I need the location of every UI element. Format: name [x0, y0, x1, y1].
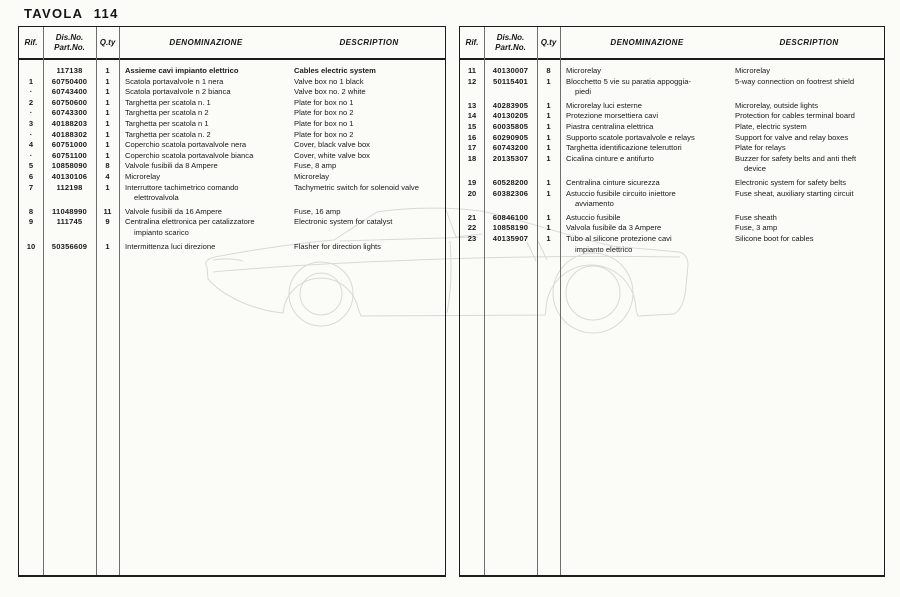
- column-divider: [119, 27, 120, 575]
- cell-rif: 9: [28, 217, 34, 227]
- cell-quantity: 1: [546, 143, 551, 153]
- cell-part-number: 112198: [56, 182, 83, 192]
- cell-rif: 1: [28, 76, 34, 86]
- cell-rif: 14: [467, 111, 477, 121]
- cell-rif: ·: [29, 87, 33, 97]
- cell-denominazione: Supporto scatole portavalvole e relays: [566, 132, 695, 142]
- cell-description: 5-way connection on footrest shield: [735, 76, 855, 86]
- table-row: [460, 101, 884, 112]
- cell-description: Plate for box no 1: [294, 118, 354, 128]
- table-row: [19, 217, 445, 238]
- table-row: [460, 111, 884, 122]
- cell-quantity: 1: [105, 182, 110, 192]
- table-row: [19, 130, 445, 141]
- cell-quantity: 1: [546, 121, 551, 131]
- cell-denominazione: Tubo al silicone protezione cavi impianto elettrico: [566, 233, 672, 254]
- table-row: [19, 87, 445, 98]
- cell-part-number: 50356609: [51, 241, 88, 251]
- cell-denominazione: Microrelay luci esterne: [566, 100, 642, 110]
- cell-rif: ·: [29, 129, 33, 139]
- table-row: [19, 140, 445, 151]
- cell-description: Electronic system for catalyst: [294, 217, 393, 227]
- cell-rif: 11: [467, 66, 477, 75]
- cell-part-number: 111745: [56, 217, 83, 227]
- cell-denominazione: Centralina elettronica per catalizzatore impianto scarico: [125, 217, 255, 237]
- cell-rif: [19, 66, 43, 77]
- cell-description: Fuse sheath: [735, 212, 777, 222]
- cell-description: Valve box no 1 black: [294, 76, 364, 86]
- cell-rif: 20: [467, 188, 477, 198]
- cell-rif: ·: [29, 108, 33, 118]
- parts-table-left: [18, 26, 446, 577]
- table-row: [460, 77, 884, 98]
- table-row: [19, 66, 445, 77]
- cell-rif: 19: [467, 177, 477, 187]
- table-row: [460, 133, 884, 144]
- table-header: [19, 27, 445, 60]
- page-title: TAVOLA 114: [24, 6, 119, 21]
- cell-denominazione: Targhetta identificazione teleruttori: [566, 143, 682, 153]
- cell-description: Fuse, 3 amp: [735, 223, 778, 233]
- table-row: [460, 234, 884, 255]
- cell-rif: 21: [467, 212, 477, 222]
- cell-denominazione: Targhetta per scatola n 2: [125, 108, 209, 118]
- cell-rif: ·: [29, 150, 33, 160]
- header-denominazione: DENOMINAZIONE: [610, 37, 684, 47]
- cell-part-number: 60751000: [51, 140, 88, 150]
- cell-rif: 10: [26, 241, 36, 251]
- cell-denominazione: Cicalina cinture e antifurto: [566, 153, 654, 163]
- cell-part-number: 40130205: [492, 111, 529, 121]
- header-rif: Rif.: [465, 37, 479, 47]
- table-row: [460, 143, 884, 154]
- cell-rif: 17: [467, 143, 477, 153]
- table-row: [460, 154, 884, 175]
- cell-denominazione: Valvole fusibili da 8 Ampere: [125, 161, 218, 171]
- column-divider: [96, 27, 97, 575]
- table-row: [19, 172, 445, 183]
- cell-description: Protection for cables terminal board: [735, 111, 855, 121]
- cell-denominazione: Valvole fusibili da 16 Ampere: [125, 206, 222, 216]
- cell-rif: 8: [28, 206, 34, 216]
- cell-rif: 23: [467, 233, 477, 243]
- cell-quantity: 1: [105, 140, 110, 150]
- table-row: [460, 213, 884, 224]
- cell-rif: 22: [467, 223, 477, 233]
- cell-description: Silicone boot for cables: [735, 233, 814, 243]
- cell-quantity: 8: [546, 66, 551, 75]
- cell-part-number: 10858090: [51, 161, 88, 171]
- cell-description: Electronic system for safety belts: [735, 177, 846, 187]
- cell-denominazione: Astuccio fusibile circuito iniettore avviamento: [566, 188, 676, 209]
- header-part-no: Dis.No. Part.No.: [54, 33, 85, 52]
- door-seam-line: [447, 241, 451, 313]
- cell-description: Cover, black valve box: [294, 140, 370, 150]
- table-body: [19, 60, 445, 575]
- cell-part-number: 60743400: [51, 87, 88, 97]
- cell-part-number: 60751100: [52, 150, 87, 160]
- table-row: [19, 207, 445, 218]
- cell-description: Microrelay: [735, 66, 771, 75]
- cell-rif: 7: [28, 182, 34, 192]
- cell-rif: 2: [28, 97, 34, 107]
- cell-part-number: 11048990: [52, 206, 87, 216]
- cell-rif: 3: [28, 118, 34, 128]
- cell-denominazione: Intermittenza luci direzione: [125, 241, 216, 251]
- cell-quantity: 1: [546, 76, 551, 86]
- cell-denominazione: Coperchio scatola portavalvole nera: [125, 140, 247, 150]
- cell-description: Support for valve and relay boxes: [735, 132, 849, 142]
- cell-part-number: 117138: [56, 66, 83, 75]
- table-row: [19, 242, 445, 253]
- cell-part-number: 60290905: [492, 132, 529, 142]
- cell-part-number: 60750400: [51, 76, 88, 86]
- cell-denominazione: Coperchio scatola portavalvole bianca: [125, 150, 254, 160]
- cell-part-number: 60743200: [492, 143, 529, 153]
- cell-denominazione: Scatola portavalvole n 2 bianca: [125, 87, 231, 97]
- table-body: [460, 60, 884, 575]
- table-row: [460, 66, 884, 77]
- cell-description: Plate, electric system: [735, 121, 807, 131]
- cell-denominazione: Targhetta per scatola n. 1: [125, 97, 211, 107]
- cell-denominazione: Targhetta per scatola n. 2: [125, 129, 211, 139]
- cell-denominazione: Centralina cinture sicurezza: [566, 177, 660, 187]
- header-qty: Q.ty: [540, 37, 557, 47]
- cell-quantity: 11: [103, 206, 112, 216]
- cell-quantity: 1: [105, 108, 110, 118]
- cell-quantity: 1: [105, 129, 110, 139]
- cell-description: Valve box no. 2 white: [294, 87, 366, 97]
- table-row: [460, 223, 884, 234]
- cell-part-number: 40188302: [51, 129, 88, 139]
- table-row: [19, 77, 445, 88]
- cell-rif: 18: [467, 153, 477, 163]
- cell-part-number: 60743300: [51, 108, 88, 118]
- parts-table-right: [459, 26, 885, 577]
- header-part-no: Dis.No. Part.No.: [495, 33, 526, 52]
- cell-denominazione: Microrelay: [566, 66, 602, 75]
- cell-quantity: 1: [105, 76, 110, 86]
- cell-denominazione: Protezione morsettiera cavi: [566, 111, 659, 121]
- table-row: [460, 178, 884, 189]
- cell-quantity: 1: [546, 188, 551, 198]
- cell-quantity: 1: [546, 111, 551, 121]
- cell-denominazione: Interruttore tachimetrico comando elettrovalvola: [125, 182, 239, 203]
- cell-quantity: 1: [546, 233, 551, 243]
- column-divider: [484, 27, 485, 575]
- cell-denominazione: Astuccio fusibile: [566, 212, 621, 222]
- cell-description: Fuse, 16 amp: [294, 206, 341, 216]
- cell-description: Fuse, 8 amp: [294, 161, 337, 171]
- cell-description: Microrelay, outside lights: [735, 100, 819, 110]
- cell-denominazione: Piastra centralina elettrica: [566, 121, 654, 131]
- cell-rif: 16: [467, 132, 477, 142]
- cell-part-number: 40130007: [492, 66, 529, 75]
- cell-quantity: 9: [105, 217, 110, 227]
- cell-part-number: 60750600: [51, 97, 88, 107]
- cell-part-number: 40188203: [51, 118, 88, 128]
- table-row: [19, 161, 445, 172]
- cell-quantity: 4: [105, 171, 110, 181]
- cell-description: Buzzer for safety belts and anti theft device: [735, 153, 857, 174]
- cell-description: Cables electric system: [294, 66, 376, 75]
- cell-description: Plate for box no 1: [294, 97, 354, 107]
- cell-quantity: 1: [546, 132, 551, 142]
- cell-quantity: 1: [105, 118, 110, 128]
- table-row: [460, 189, 884, 210]
- cell-part-number: 50115401: [493, 76, 528, 86]
- cell-rif: 6: [28, 171, 34, 181]
- cell-description: Fuse sheat, auxiliary starting circuit: [735, 188, 854, 198]
- cell-quantity: 1: [546, 223, 551, 233]
- cell-quantity: 1: [546, 177, 551, 187]
- column-divider: [560, 27, 561, 575]
- table-row: [19, 183, 445, 204]
- header-qty: Q.ty: [99, 37, 116, 47]
- cell-quantity: 1: [105, 66, 110, 75]
- cell-quantity: 1: [105, 150, 110, 160]
- cell-description: Flasher for direction lights: [294, 241, 381, 251]
- column-divider: [43, 27, 44, 575]
- cell-part-number: 40283905: [492, 100, 529, 110]
- table-row: [19, 151, 445, 162]
- table-row: [19, 108, 445, 119]
- cell-denominazione: Valvola fusibile da 3 Ampere: [566, 223, 662, 233]
- cell-denominazione: Assieme cavi impianto elettrico: [125, 66, 239, 75]
- cell-part-number: 10858190: [492, 223, 529, 233]
- cell-description: Tachymetric switch for solenoid valve: [294, 182, 419, 192]
- cell-quantity: 1: [546, 212, 551, 222]
- cell-part-number: 20135307: [492, 153, 529, 163]
- column-divider: [537, 27, 538, 575]
- cell-part-number: 40135907: [492, 233, 529, 243]
- cell-denominazione: Scatola portavalvole n 1 nera: [125, 76, 224, 86]
- cell-rif: 12: [467, 76, 477, 86]
- cell-description: Microrelay: [294, 171, 330, 181]
- cell-rif: 15: [467, 121, 477, 131]
- header-denominazione: DENOMINAZIONE: [169, 37, 243, 47]
- cell-quantity: 1: [105, 241, 110, 251]
- cell-denominazione: Targhetta per scatola n 1: [125, 118, 209, 128]
- cell-quantity: 1: [546, 100, 551, 110]
- table-row: [460, 122, 884, 133]
- header-description: DESCRIPTION: [339, 37, 399, 47]
- cell-part-number: 60846100: [492, 212, 529, 222]
- table-row: [19, 98, 445, 109]
- cell-part-number: 60382306: [492, 188, 529, 198]
- cell-denominazione: Blocchetto 5 vie su paratia appoggia- piedi: [566, 76, 691, 97]
- header-description: DESCRIPTION: [779, 37, 839, 47]
- cell-part-number: 60528200: [492, 177, 529, 187]
- cell-rif: 5: [28, 161, 34, 171]
- cell-part-number: 40130106: [51, 171, 88, 181]
- table-header: [460, 27, 884, 60]
- cell-rif: 13: [467, 100, 477, 110]
- header-rif: Rif.: [24, 37, 38, 47]
- cell-quantity: 1: [105, 97, 110, 107]
- cell-denominazione: Microrelay: [125, 171, 161, 181]
- cell-rif: 4: [28, 140, 34, 150]
- cell-part-number: 60035805: [492, 121, 529, 131]
- cell-description: Plate for relays: [735, 143, 786, 153]
- cell-quantity: 1: [546, 153, 551, 163]
- cell-description: Plate for box no 2: [294, 108, 354, 118]
- cell-quantity: 8: [105, 161, 110, 171]
- table-row: [19, 119, 445, 130]
- cell-description: Cover, white valve box: [294, 150, 370, 160]
- cell-quantity: 1: [105, 87, 110, 97]
- cell-description: Plate for box no 2: [294, 129, 354, 139]
